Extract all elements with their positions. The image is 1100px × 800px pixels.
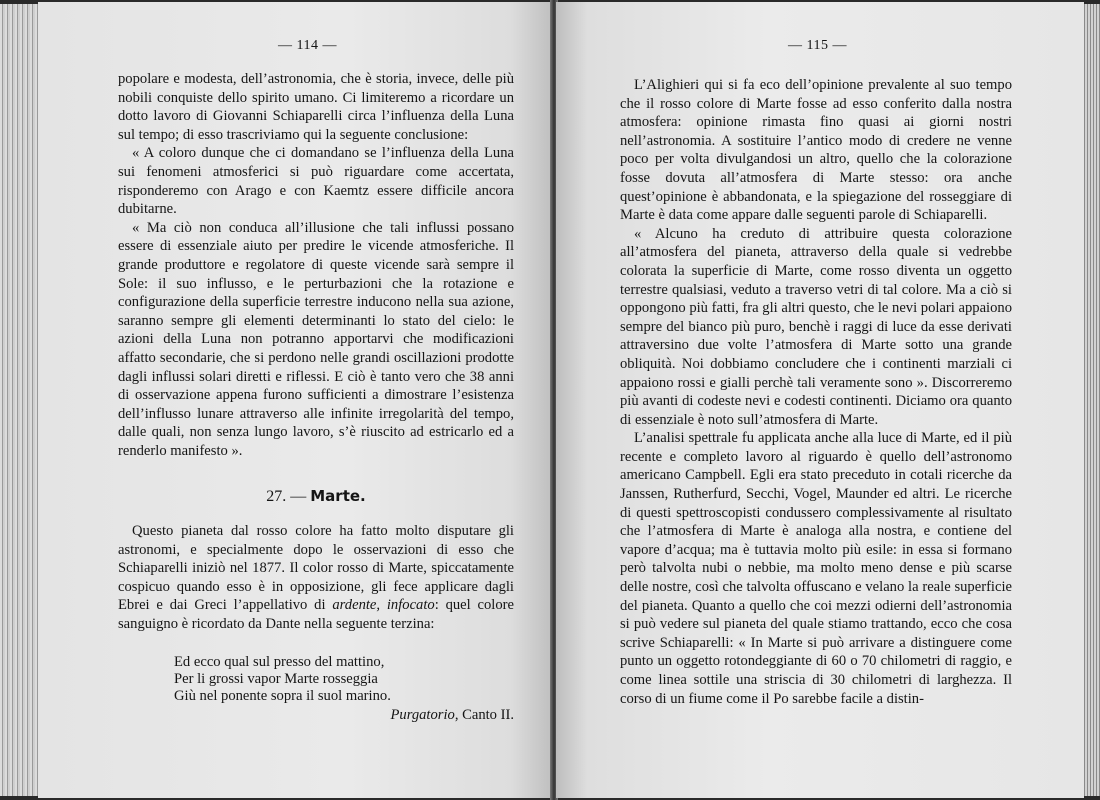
page-edges-right — [1082, 4, 1100, 796]
paragraph: « Ma ciò non conduca all’illusione che tali influssi possano essere di essenziale aiuto per predire le vicende atmosferiche. Il grande produttore e regolatore di queste vicende sarà sempre il Sole: il suo influsso, e le perturbazioni che la rotazione e configurazione della superficie terrestre inducono nella sua azione, saranno sempre gli elementi determinanti lo stato del cielo: le azioni della Luna non potranno apportarvi che modificazioni affatto secondarie, che si perdono nelle grandi oscillazioni prodotte dagli influssi solari diretti e riflessi. E ciò è tanto vero che 38 anni di osservazione appena furono sufficienti a dimostrare l’esistenza dell’influsso lunare attraverso alle infinite irregolarità del tempo, dalle quali, non senza lungo lavoro, s’è riuscito ad estricarlo ed a renderlo manifesto ». — [118, 219, 514, 459]
paragraph: popolare e modesta, dell’astronomia, che è storia, invece, delle più nobili conquiste dello spirito umano. Ci limiteremo a ricordare un dotto lavoro di Giovanni Schiaparelli circa l’influenza della Luna sul tempo; di esso trascriviamo qui la seguente conclusione: — [118, 71, 514, 143]
page-edges-left — [0, 4, 40, 796]
poem-line: Ed ecco qual sul presso del mattino, — [174, 654, 385, 670]
page-number: — 115 — — [788, 38, 847, 53]
page-number: — 114 — — [278, 38, 337, 53]
section-title: Marte. — [310, 487, 366, 505]
right-text — [620, 76, 1012, 708]
left-top-text — [118, 70, 514, 460]
section-body — [118, 522, 514, 634]
section-heading — [118, 486, 514, 507]
dante-tercet — [174, 654, 534, 724]
left-page — [38, 2, 552, 798]
paragraph-text: Questo pianeta dal rosso colore ha fatto molto disputare gli astronomi, e specialmente dopo le osservazioni di esso che Schiaparelli iniziò nel 1877. Il color rosso di Marte, spiccatamente cospicuo quando esso è in opposizione, gli fece applicare dagli Ebrei e dai Greci l’appellativo di — [118, 523, 514, 614]
poem-line: Giù nel ponente sopra il suol marino. — [174, 688, 391, 704]
citation-work: Purgatorio — [390, 707, 455, 723]
section-number: 27. — — [266, 488, 307, 505]
italic-phrase: ardente, infocato — [332, 597, 435, 614]
paragraph — [118, 522, 514, 634]
right-page — [556, 2, 1084, 798]
paragraph: L’Alighieri qui si fa eco dell’opinione prevalente al suo tempo che il rosso colore di Marte fosse ad esso conferito dalla nostra atmosfera: opinione rimasta fino quasi ai giorni nostri nell’astronomia. A sostituire l’antico modo di credere ne venne poco per volta divulgandosi un altro, quello che la colorazione fosse dovuta all’atmosfera di Marte stesso: ora anche quest’opinione è abbandonata, e la spiegazione del rosseggiare di Marte è data come appare dalle seguenti parole di Schiaparelli. — [620, 77, 1012, 224]
paragraph-text: : quel colore sanguigno è ricordato da Dante nella seguente terzina: — [118, 597, 514, 632]
paragraph: « Alcuno ha creduto di attribuire questa colorazione all’atmosfera del pianeta, attraverso della quale si vedrebbe colorata la superficie di Marte, come rosso diventa un oggetto terrestre qualsiasi, veduto a traverso vetri di tal colore. Ma a ciò si oppongono più fatti, fra gli altri questo, che le nevi polari appaiono sempre del bianco più puro, benchè i raggi di luce da esse derivati attraversino due volte l’atmosfera di Marte sotto una grande obliquità. Noi dobbiamo concludere che i continenti marziali ci appaiono rossi e gialli perchè tali veramente sono ». Discorreremo più avanti di codeste nevi e codesti continenti. Diciamo ora quanto di essenziale è noto sull’atmosfera di Marte. — [620, 225, 1012, 428]
poem-line: Per li grossi vapor Marte rosseggia — [174, 671, 378, 687]
paragraph: L’analisi spettrale fu applicata anche alla luce di Marte, ed il più recente e completo lavoro al riguardo è quello dell’astronomo americano Campbell. Egli era stato preceduto in cotali ricerche da Janssen, Rutherfurd, Secchi, Vogel, Maunder ed altri. Le ricerche di questi spettroscopisti condussero complessivamente al risultato che l’atmosfera di Marte è analoga alla nostra, e contiene del vapore d’acqua; ma è tuttavia molto più esile: in essa si formano però talvolta nubi o nebbie, ma molto meno dense e più scarse delle nostre, così che talvolta offuscano e velano la reale superficie del pianeta. Quanto a quello che coi mezzi odierni dell’astronomia si può vedere sul pianeta del quale stiamo trattando, ecco che cosa scrive Schiaparelli: « In Marte si può arrivare a distinguere come punto un oggetto rotondeggiante di 60 o 70 chilometri di raggio, e come linea sottile una striscia di 30 chilometri di larghezza. Il corso di un fiume come il Po sarebbe facile a distin- — [620, 430, 1012, 707]
poem-citation — [174, 707, 534, 724]
citation-canto: , Canto II. — [454, 707, 514, 723]
paragraph: « A coloro dunque che ci domandano se l’influenza della Luna sui fenomeni atmosferici si può riguardare come accertata, risponderemo con Arago e con Kaemtz essere difficile ancora dubitarne. — [118, 145, 514, 218]
